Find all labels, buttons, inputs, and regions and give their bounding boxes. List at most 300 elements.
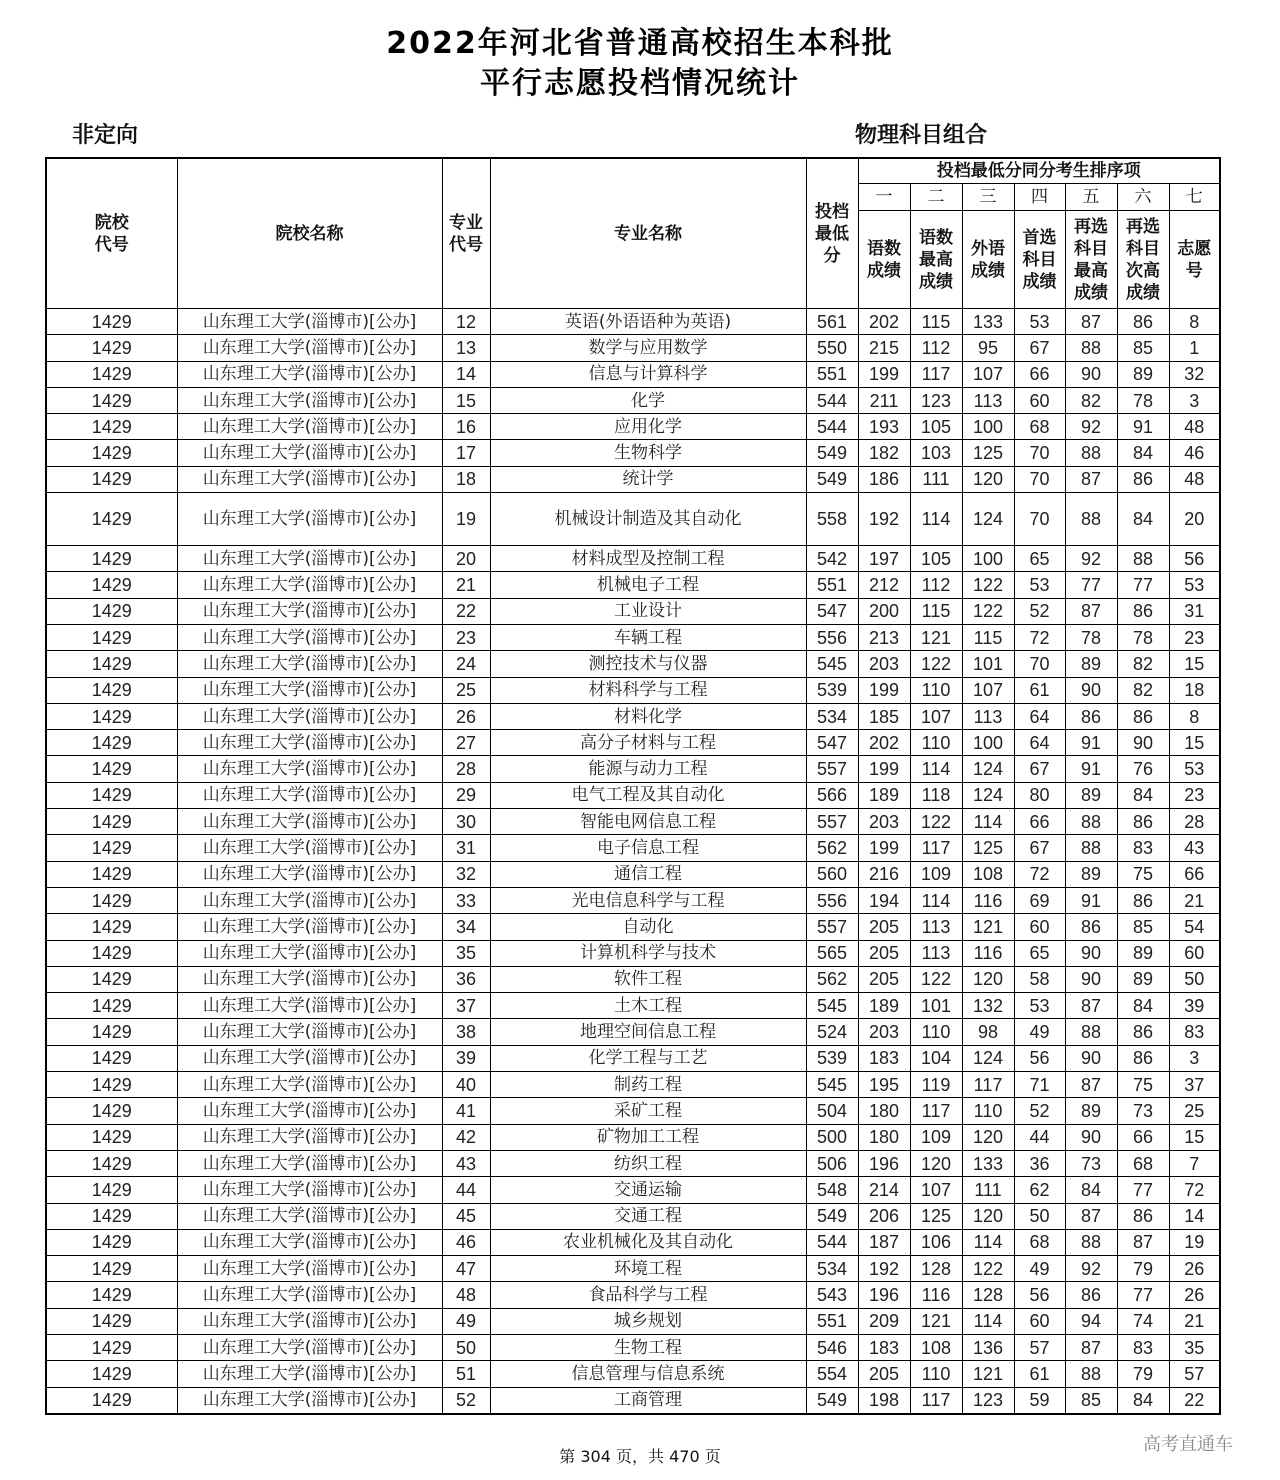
major-name-cell: 机械设计制造及其自动化 [490,493,806,546]
tie-break-cell-6: 88 [1117,546,1169,572]
tie-break-cell-2: 128 [910,1256,962,1282]
min-score-cell: 543 [806,1282,858,1308]
tie-break-cell-5: 85 [1065,1387,1117,1414]
major-code-cell: 21 [442,572,490,598]
min-score-cell: 544 [806,1229,858,1255]
tie-break-cell-3: 116 [962,940,1014,966]
major-code-cell: 25 [442,677,490,703]
min-score-cell: 545 [806,651,858,677]
school-name-cell: 山东理工大学(淄博市)[公办] [177,1177,442,1203]
school-name-cell: 山东理工大学(淄博市)[公办] [177,546,442,572]
tie-break-cell-7: 23 [1169,624,1220,650]
major-code-cell: 38 [442,1019,490,1045]
tie-break-cell-3: 113 [962,387,1014,413]
tie-break-cell-3: 114 [962,1308,1014,1334]
tie-break-cell-3: 100 [962,546,1014,572]
tie-break-cell-7: 21 [1169,887,1220,913]
major-name-cell: 测控技术与仪器 [490,651,806,677]
tie-break-cell-3: 124 [962,756,1014,782]
tie-break-cell-5: 90 [1065,361,1117,387]
tie-break-cell-6: 84 [1117,493,1169,546]
table-row [46,1203,1220,1229]
tie-break-cell-3: 122 [962,572,1014,598]
tie-break-cell-6: 86 [1117,1045,1169,1071]
tie-break-cell-7: 32 [1169,361,1220,387]
major-name-cell: 电子信息工程 [490,835,806,861]
school-code-cell: 1429 [46,914,177,940]
major-code-cell: 23 [442,624,490,650]
table-row [46,361,1220,387]
col-tie-break-label-1: 语数成绩 [858,211,910,309]
tie-break-cell-3: 122 [962,1256,1014,1282]
min-score-cell: 556 [806,887,858,913]
school-name-cell: 山东理工大学(淄博市)[公办] [177,993,442,1019]
tie-break-cell-3: 116 [962,887,1014,913]
tie-break-cell-3: 115 [962,624,1014,650]
tie-break-cell-2: 118 [910,782,962,808]
col-order-4: 四 [1014,184,1065,211]
school-code-cell: 1429 [46,493,177,546]
tie-break-cell-2: 110 [910,1019,962,1045]
tie-break-cell-2: 112 [910,572,962,598]
tie-break-cell-7: 39 [1169,993,1220,1019]
tie-break-cell-3: 107 [962,361,1014,387]
tie-break-cell-3: 108 [962,861,1014,887]
school-name-cell: 山东理工大学(淄博市)[公办] [177,309,442,335]
tie-break-cell-6: 77 [1117,1282,1169,1308]
major-name-cell: 采矿工程 [490,1098,806,1124]
tie-break-cell-6: 89 [1117,940,1169,966]
major-code-cell: 20 [442,546,490,572]
school-code-cell: 1429 [46,1072,177,1098]
table-body [46,309,1220,1414]
tie-break-cell-1: 197 [858,546,910,572]
tie-break-cell-6: 91 [1117,414,1169,440]
major-name-cell: 车辆工程 [490,624,806,650]
tie-break-cell-6: 86 [1117,598,1169,624]
table-row [46,887,1220,913]
tie-break-cell-4: 60 [1014,1308,1065,1334]
tie-break-cell-5: 91 [1065,756,1117,782]
min-score-cell: 565 [806,940,858,966]
school-name-cell: 山东理工大学(淄博市)[公办] [177,335,442,361]
min-score-cell: 500 [806,1124,858,1150]
school-name-cell: 山东理工大学(淄博市)[公办] [177,1361,442,1387]
tie-break-cell-1: 214 [858,1177,910,1203]
tie-break-cell-7: 43 [1169,835,1220,861]
tie-break-cell-1: 211 [858,387,910,413]
col-major-name: 专业名称 [490,158,806,309]
tie-break-cell-7: 3 [1169,387,1220,413]
table-row [46,1124,1220,1150]
school-code-cell: 1429 [46,624,177,650]
major-name-cell: 材料成型及控制工程 [490,546,806,572]
tie-break-cell-6: 86 [1117,703,1169,729]
tie-break-cell-4: 56 [1014,1282,1065,1308]
major-code-cell: 33 [442,887,490,913]
table-row [46,414,1220,440]
category-label: 非定向 [72,123,139,148]
major-code-cell: 36 [442,966,490,992]
school-name-cell: 山东理工大学(淄博市)[公办] [177,730,442,756]
school-name-cell: 山东理工大学(淄博市)[公办] [177,598,442,624]
tie-break-cell-5: 87 [1065,466,1117,492]
tie-break-cell-4: 64 [1014,703,1065,729]
tie-break-cell-1: 183 [858,1334,910,1360]
page-title-line-1: 2022年河北省普通高校招生本科批 [386,26,894,61]
tie-break-cell-5: 88 [1065,835,1117,861]
table-header [46,158,1220,309]
tie-break-cell-2: 110 [910,677,962,703]
tie-break-cell-4: 69 [1014,887,1065,913]
school-name-cell: 山东理工大学(淄博市)[公办] [177,1072,442,1098]
school-name-cell: 山东理工大学(淄博市)[公办] [177,414,442,440]
tie-break-cell-3: 136 [962,1334,1014,1360]
watermark: 高考直通车 [1143,1434,1233,1455]
school-code-cell: 1429 [46,677,177,703]
school-code-cell: 1429 [46,756,177,782]
table-row [46,782,1220,808]
tie-break-cell-5: 87 [1065,993,1117,1019]
major-code-cell: 48 [442,1282,490,1308]
tie-break-cell-4: 36 [1014,1150,1065,1176]
table-row [46,1387,1220,1414]
school-code-cell: 1429 [46,1308,177,1334]
tie-break-cell-5: 89 [1065,1098,1117,1124]
major-name-cell: 电气工程及其自动化 [490,782,806,808]
min-score-cell: 549 [806,466,858,492]
tie-break-cell-7: 48 [1169,414,1220,440]
tie-break-cell-7: 53 [1169,572,1220,598]
school-name-cell: 山东理工大学(淄博市)[公办] [177,387,442,413]
tie-break-cell-4: 53 [1014,572,1065,598]
tie-break-cell-5: 88 [1065,809,1117,835]
min-score-cell: 539 [806,677,858,703]
tie-break-cell-3: 120 [962,966,1014,992]
tie-break-cell-1: 205 [858,940,910,966]
tie-break-cell-7: 7 [1169,1150,1220,1176]
min-score-cell: 561 [806,309,858,335]
major-name-cell: 软件工程 [490,966,806,992]
tie-break-cell-6: 86 [1117,466,1169,492]
tie-break-cell-2: 119 [910,1072,962,1098]
school-code-cell: 1429 [46,546,177,572]
school-code-cell: 1429 [46,387,177,413]
major-name-cell: 材料化学 [490,703,806,729]
tie-break-cell-5: 88 [1065,440,1117,466]
major-name-cell: 能源与动力工程 [490,756,806,782]
tie-break-cell-5: 88 [1065,335,1117,361]
tie-break-cell-5: 90 [1065,1124,1117,1150]
school-code-cell: 1429 [46,361,177,387]
table-row [46,387,1220,413]
major-code-cell: 13 [442,335,490,361]
major-code-cell: 27 [442,730,490,756]
major-name-cell: 材料科学与工程 [490,677,806,703]
school-name-cell: 山东理工大学(淄博市)[公办] [177,703,442,729]
tie-break-cell-1: 205 [858,966,910,992]
min-score-cell: 558 [806,493,858,546]
tie-break-cell-7: 31 [1169,598,1220,624]
school-name-cell: 山东理工大学(淄博市)[公办] [177,1256,442,1282]
tie-break-cell-4: 60 [1014,914,1065,940]
tie-break-cell-4: 72 [1014,624,1065,650]
tie-break-cell-6: 78 [1117,624,1169,650]
tie-break-cell-6: 84 [1117,782,1169,808]
tie-break-cell-3: 120 [962,466,1014,492]
tie-break-cell-7: 23 [1169,782,1220,808]
major-name-cell: 食品科学与工程 [490,1282,806,1308]
tie-break-cell-7: 83 [1169,1019,1220,1045]
tie-break-cell-3: 125 [962,440,1014,466]
tie-break-cell-6: 68 [1117,1150,1169,1176]
min-score-cell: 539 [806,1045,858,1071]
tie-break-cell-4: 70 [1014,493,1065,546]
tie-break-cell-3: 117 [962,1072,1014,1098]
admission-table [45,157,1221,1415]
tie-break-cell-6: 82 [1117,651,1169,677]
tie-break-cell-2: 123 [910,387,962,413]
major-code-cell: 45 [442,1203,490,1229]
major-name-cell: 城乡规划 [490,1308,806,1334]
tie-break-cell-1: 189 [858,782,910,808]
tie-break-cell-4: 65 [1014,940,1065,966]
tie-break-cell-5: 89 [1065,651,1117,677]
tie-break-cell-4: 65 [1014,546,1065,572]
school-code-cell: 1429 [46,414,177,440]
tie-break-cell-5: 77 [1065,572,1117,598]
tie-break-cell-3: 101 [962,651,1014,677]
min-score-cell: 534 [806,703,858,729]
major-name-cell: 生物科学 [490,440,806,466]
tie-break-cell-6: 90 [1117,730,1169,756]
col-order-1: 一 [858,184,910,211]
tie-break-cell-7: 37 [1169,1072,1220,1098]
tie-break-cell-4: 70 [1014,440,1065,466]
major-code-cell: 22 [442,598,490,624]
tie-break-cell-6: 86 [1117,887,1169,913]
major-name-cell: 高分子材料与工程 [490,730,806,756]
tie-break-cell-7: 3 [1169,1045,1220,1071]
major-name-cell: 纺织工程 [490,1150,806,1176]
tie-break-cell-2: 105 [910,546,962,572]
tie-break-cell-6: 85 [1117,335,1169,361]
tie-break-cell-7: 8 [1169,309,1220,335]
major-code-cell: 52 [442,1387,490,1414]
table-row [46,1150,1220,1176]
tie-break-cell-7: 26 [1169,1282,1220,1308]
table-row [46,651,1220,677]
min-score-cell: 550 [806,335,858,361]
school-name-cell: 山东理工大学(淄博市)[公办] [177,1387,442,1414]
major-code-cell: 29 [442,782,490,808]
tie-break-cell-2: 117 [910,1387,962,1414]
major-code-cell: 46 [442,1229,490,1255]
tie-break-cell-4: 67 [1014,335,1065,361]
school-name-cell: 山东理工大学(淄博市)[公办] [177,572,442,598]
tie-break-cell-5: 87 [1065,1203,1117,1229]
major-code-cell: 26 [442,703,490,729]
col-min-score: 投档最低分 [806,158,858,309]
tie-break-cell-4: 52 [1014,1098,1065,1124]
tie-break-cell-1: 205 [858,914,910,940]
major-name-cell: 光电信息科学与工程 [490,887,806,913]
major-name-cell: 制药工程 [490,1072,806,1098]
tie-break-cell-7: 28 [1169,809,1220,835]
col-order-3: 三 [962,184,1014,211]
min-score-cell: 562 [806,966,858,992]
major-code-cell: 14 [442,361,490,387]
tie-break-cell-6: 86 [1117,809,1169,835]
tie-break-cell-6: 89 [1117,966,1169,992]
table-row [46,914,1220,940]
min-score-cell: 560 [806,861,858,887]
tie-break-cell-3: 100 [962,414,1014,440]
school-name-cell: 山东理工大学(淄博市)[公办] [177,651,442,677]
tie-break-cell-1: 209 [858,1308,910,1334]
school-code-cell: 1429 [46,782,177,808]
min-score-cell: 551 [806,1308,858,1334]
tie-break-cell-6: 89 [1117,361,1169,387]
tie-break-cell-2: 109 [910,1124,962,1150]
tie-break-cell-1: 202 [858,309,910,335]
tie-break-cell-5: 91 [1065,887,1117,913]
tie-break-cell-4: 68 [1014,414,1065,440]
school-name-cell: 山东理工大学(淄博市)[公办] [177,1124,442,1150]
major-code-cell: 16 [442,414,490,440]
major-name-cell: 英语(外语语种为英语) [490,309,806,335]
tie-break-cell-5: 87 [1065,1072,1117,1098]
table-row [46,546,1220,572]
tie-break-cell-3: 122 [962,598,1014,624]
tie-break-cell-4: 64 [1014,730,1065,756]
major-name-cell: 智能电网信息工程 [490,809,806,835]
tie-break-cell-4: 60 [1014,387,1065,413]
tie-break-cell-4: 62 [1014,1177,1065,1203]
table-row [46,730,1220,756]
tie-break-cell-5: 90 [1065,940,1117,966]
major-name-cell: 交通工程 [490,1203,806,1229]
major-code-cell: 41 [442,1098,490,1124]
tie-break-cell-2: 101 [910,993,962,1019]
table-row [46,756,1220,782]
tie-break-cell-5: 87 [1065,1334,1117,1360]
col-tie-break-label-2: 语数最高成绩 [910,211,962,309]
tie-break-cell-7: 25 [1169,1098,1220,1124]
tie-break-cell-5: 86 [1065,914,1117,940]
school-name-cell: 山东理工大学(淄博市)[公办] [177,1098,442,1124]
major-code-cell: 19 [442,493,490,546]
tie-break-cell-4: 53 [1014,309,1065,335]
tie-break-cell-4: 61 [1014,1361,1065,1387]
major-code-cell: 37 [442,993,490,1019]
tie-break-cell-3: 123 [962,1387,1014,1414]
major-name-cell: 化学 [490,387,806,413]
table-row [46,1256,1220,1282]
major-code-cell: 28 [442,756,490,782]
major-name-cell: 通信工程 [490,861,806,887]
school-code-cell: 1429 [46,809,177,835]
tie-break-cell-1: 205 [858,1361,910,1387]
tie-break-cell-7: 18 [1169,677,1220,703]
col-tie-break-label-6: 再选科目次高成绩 [1117,211,1169,309]
tie-break-cell-5: 90 [1065,1045,1117,1071]
tie-break-cell-2: 113 [910,940,962,966]
table-row [46,835,1220,861]
tie-break-cell-2: 109 [910,861,962,887]
col-tie-break-label-3: 外语成绩 [962,211,1014,309]
tie-break-cell-4: 68 [1014,1229,1065,1255]
tie-break-cell-2: 113 [910,914,962,940]
tie-break-cell-4: 58 [1014,966,1065,992]
col-order-5: 五 [1065,184,1117,211]
school-code-cell: 1429 [46,730,177,756]
table-row [46,940,1220,966]
school-name-cell: 山东理工大学(淄博市)[公办] [177,782,442,808]
col-order-6: 六 [1117,184,1169,211]
tie-break-cell-2: 107 [910,1177,962,1203]
tie-break-cell-5: 89 [1065,782,1117,808]
tie-break-cell-4: 71 [1014,1072,1065,1098]
tie-break-cell-3: 124 [962,782,1014,808]
tie-break-cell-5: 91 [1065,730,1117,756]
tie-break-cell-3: 98 [962,1019,1014,1045]
tie-break-cell-6: 82 [1117,677,1169,703]
school-code-cell: 1429 [46,1150,177,1176]
school-name-cell: 山东理工大学(淄博市)[公办] [177,1150,442,1176]
tie-break-cell-3: 133 [962,1150,1014,1176]
tie-break-cell-4: 44 [1014,1124,1065,1150]
tie-break-cell-7: 21 [1169,1308,1220,1334]
tie-break-cell-7: 60 [1169,940,1220,966]
tie-break-cell-1: 203 [858,809,910,835]
tie-break-cell-5: 87 [1065,598,1117,624]
table-row [46,1229,1220,1255]
tie-break-cell-4: 49 [1014,1019,1065,1045]
tie-break-cell-1: 216 [858,861,910,887]
table-row [46,703,1220,729]
school-name-cell: 山东理工大学(淄博市)[公办] [177,861,442,887]
school-name-cell: 山东理工大学(淄博市)[公办] [177,624,442,650]
school-name-cell: 山东理工大学(淄博市)[公办] [177,914,442,940]
min-score-cell: 549 [806,1203,858,1229]
min-score-cell: 545 [806,1072,858,1098]
min-score-cell: 557 [806,809,858,835]
school-code-cell: 1429 [46,966,177,992]
table-row [46,1308,1220,1334]
tie-break-cell-2: 116 [910,1282,962,1308]
tie-break-cell-7: 54 [1169,914,1220,940]
major-name-cell: 信息管理与信息系统 [490,1361,806,1387]
school-code-cell: 1429 [46,466,177,492]
min-score-cell: 547 [806,730,858,756]
col-tie-break-label-7: 志愿号 [1169,211,1220,309]
tie-break-cell-3: 113 [962,703,1014,729]
tie-break-cell-2: 110 [910,1361,962,1387]
tie-break-cell-1: 189 [858,993,910,1019]
major-name-cell: 机械电子工程 [490,572,806,598]
table-row [46,466,1220,492]
tie-break-cell-3: 124 [962,493,1014,546]
tie-break-cell-2: 117 [910,835,962,861]
tie-break-cell-5: 87 [1065,309,1117,335]
min-score-cell: 551 [806,361,858,387]
tie-break-cell-6: 84 [1117,993,1169,1019]
major-code-cell: 40 [442,1072,490,1098]
school-code-cell: 1429 [46,703,177,729]
tie-break-cell-7: 56 [1169,546,1220,572]
min-score-cell: 556 [806,624,858,650]
